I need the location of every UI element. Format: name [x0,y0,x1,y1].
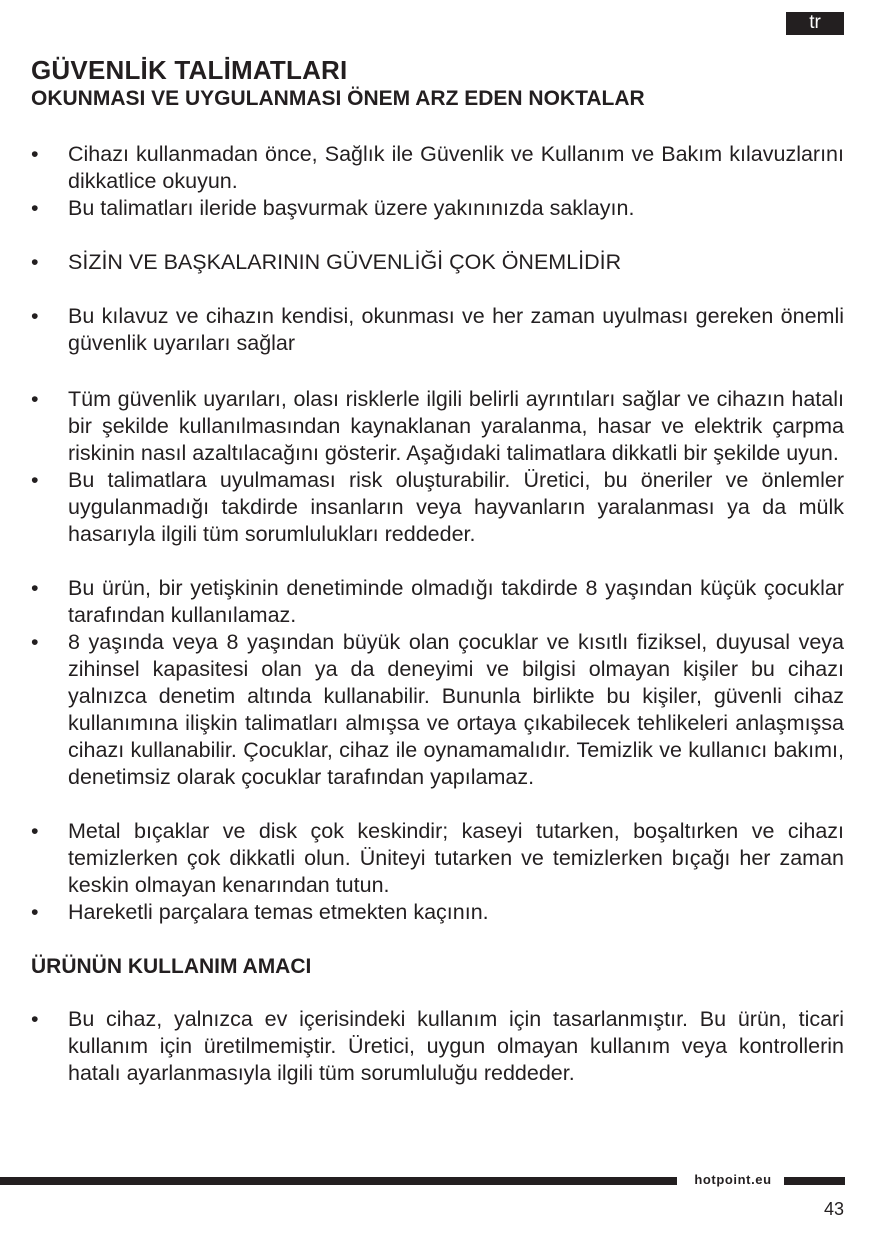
bullet-item [31,386,844,467]
bullet-group-intended-use [31,1006,844,1087]
bullet-text: Bu cihaz, yalnızca ev içerisindeki kullanım için tasarlanmıştır. Bu ürün, ticari kullanım için üretilmemiştir. Üretici, uygun olmayan kullanım veya kontrollerin hatalı ayarlanmasıyla ilgili tüm sorumluluğu reddeder. [68,1007,844,1085]
bullet-icon: • [31,387,39,411]
bullet-text: 8 yaşında veya 8 yaşından büyük olan çocuklar ve kısıtlı fiziksel, duyusal veya zihinsel kapasitesi olan ya da deneyimi ve bilgisi olmayan kişiler bu cihazı yalnızca denetim altında kullanabilir. Bununla birlikte bu kişiler, güvenli cihaz kullanımına ilişkin talimatları almışsa ve ortaya çıkabilecek tehlikeleri anlaşmışsa cihazı kullanabilir. Çocuklar, cihaz ile oynamamalıdır. Temizlik ve kullanıcı bakımı, denetimsiz olarak çocuklar tarafından yapılamaz. [68,630,844,789]
bullet-icon: • [31,304,39,328]
bullet-icon: • [31,819,39,843]
bullet-icon: • [31,576,39,600]
bullet-icon: • [31,250,39,274]
bullet-text: Tüm güvenlik uyarıları, olası risklerle ilgili belirli ayrıntıları sağlar ve cihazın hatalı bir şekilde kullanılmasından kaynaklanan yaralanma, hasar ve elektrik çarpma riskinin nasıl azaltılacağını gösterir. Aşağıdaki talimatlara dikkatli bir şekilde uyun. [68,387,844,465]
bullet-text: Bu kılavuz ve cihazın kendisi, okunması ve her zaman uyulması gereken önemli güvenlik uyarıları sağlar [68,304,844,355]
safety-instructions [31,141,844,926]
bullet-text: Cihazı kullanmadan önce, Sağlık ile Güvenlik ve Kullanım ve Bakım kılavuzlarını dikkatlice okuyun. [68,142,844,193]
bullet-icon: • [31,196,39,220]
bullet-item [31,818,844,899]
bullet-item [31,467,844,548]
bullet-text: Bu talimatlara uyulmaması risk oluşturabilir. Üretici, bu öneriler ve önlemler uygulanmadığı takdirde insanların veya hayvanların yaralanması ya da mülk hasarıyla ilgili tüm sorumlulukları reddeder. [68,468,844,546]
bullet-group-5 [31,575,844,791]
bullet-text: Bu ürün, bir yetişkinin denetiminde olmadığı takdirde 8 yaşından küçük çocuklar tarafından kullanılamaz. [68,576,844,627]
bullet-text: Hareketli parçalara temas etmekten kaçının. [68,900,489,924]
language-tab: tr [786,12,844,35]
bullet-icon: • [31,468,39,492]
bullet-icon: • [31,142,39,166]
page-title: GÜVENLİK TALİMATLARI [31,55,348,85]
bullet-item [31,1006,844,1087]
bullet-item [31,249,844,276]
footer-brand: hotpoint.eu [694,1172,772,1187]
bullet-item [31,141,844,195]
bullet-item [31,303,844,357]
bullet-item [31,629,844,791]
page-subtitle: OKUNMASI VE UYGULANMASI ÖNEM ARZ EDEN NOKTALAR [31,87,645,110]
bullet-icon: • [31,900,39,924]
bullet-text: Bu talimatları ileride başvurmak üzere yakınınızda saklayın. [68,196,635,220]
page-number: 43 [823,1199,844,1219]
bullet-group-2 [31,249,844,276]
bullet-item [31,575,844,629]
bullet-item [31,899,844,926]
bullet-group-6 [31,818,844,926]
bullet-item [31,195,844,222]
bullet-icon: • [31,630,39,654]
bullet-group-3 [31,303,844,357]
bullet-icon: • [31,1007,39,1031]
footer-rule-right [784,1177,845,1185]
bullet-text: SİZİN VE BAŞKALARININ GÜVENLİĞİ ÇOK ÖNEMLİDİR [68,250,622,274]
document-body [31,53,844,1087]
section-heading-intended-use: ÜRÜNÜN KULLANIM AMACI [31,955,312,978]
bullet-group-4 [31,386,844,548]
footer-rule-left [0,1177,677,1185]
bullet-text: Metal bıçaklar ve disk çok keskindir; kaseyi tutarken, boşaltırken ve cihazı temizlerken çok dikkatli olun. Üniteyi tutarken ve temizlerken bıçağı her zaman keskin olmayan kenarından tutun. [68,819,844,897]
bullet-group-1 [31,141,844,222]
